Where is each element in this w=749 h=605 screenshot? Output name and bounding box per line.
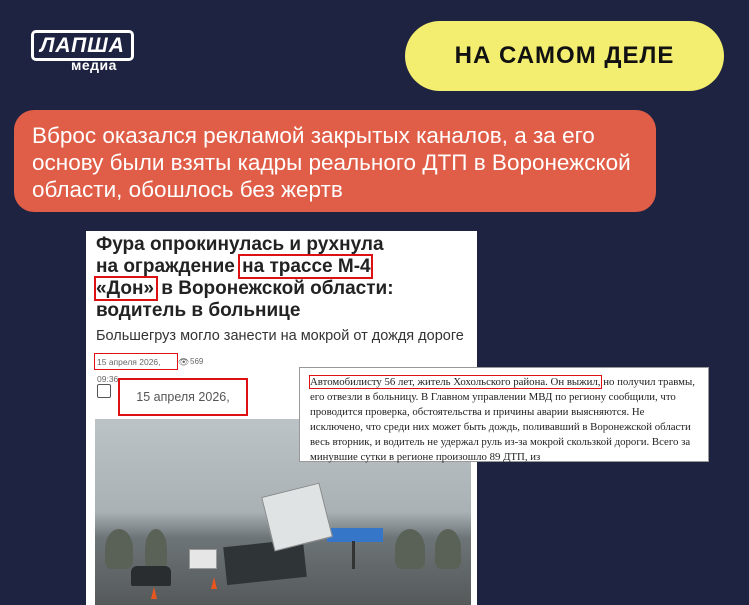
van [189, 549, 217, 569]
verdict-badge: НА САМОМ ДЕЛЕ [405, 21, 724, 91]
article-title-highlight: на трассе М-4 «Дон» [96, 256, 371, 299]
comment-icon [97, 384, 111, 398]
quote-highlight: Автомобилисту 56 лет, житель Хохольского района. Он выжил, [310, 376, 601, 388]
tree [395, 529, 425, 569]
article-subtitle: Большегруз могло занести на мокрой от дождя дороге [96, 328, 464, 344]
article-title [96, 234, 401, 322]
car [131, 566, 171, 586]
article-title-part1: Фура опрокинулась и рухнула на ограждение [96, 234, 384, 277]
article-date-small: 15 апреля 2026, 09:36 [94, 353, 178, 370]
article-quote [299, 367, 709, 462]
truck-cab [261, 483, 333, 552]
billboard [327, 528, 383, 542]
article-date-large: 15 апреля 2026, [118, 378, 248, 416]
quote-rest: но получил травмы, его отвезли в больницу. В Главном управлении МВД по региону сообщили, что проводится проверка, обстоятельства и причины аварии выясняются. Не исключено, что среди них может быть дождь, поливавший в Воронежской области весь вторник, и водитель не удержал руль из-за мокрой скользкой дороги. Всего за минувшие сутки в регионе произошло 89 ДТП, из [310, 376, 695, 463]
billboard-post [352, 541, 355, 569]
traffic-cone [151, 587, 157, 599]
lapsha-logo [31, 30, 134, 73]
tree [145, 529, 167, 569]
article-title-part2: в Воронежской области: водитель в больнице [96, 278, 394, 321]
logo-sub: медиа [71, 57, 117, 73]
view-count: 569 [190, 357, 204, 366]
eye-icon: 👁 [178, 357, 190, 367]
traffic-cone [211, 577, 217, 589]
explanation-banner: Вброс оказался рекламой закрытых каналов, а за его основу были взяты кадры реального ДТП в Воронежской области, обошлось без жертв [14, 110, 656, 212]
logo-name: ЛАПША [31, 30, 134, 61]
tree [105, 529, 133, 569]
tree [435, 529, 461, 569]
